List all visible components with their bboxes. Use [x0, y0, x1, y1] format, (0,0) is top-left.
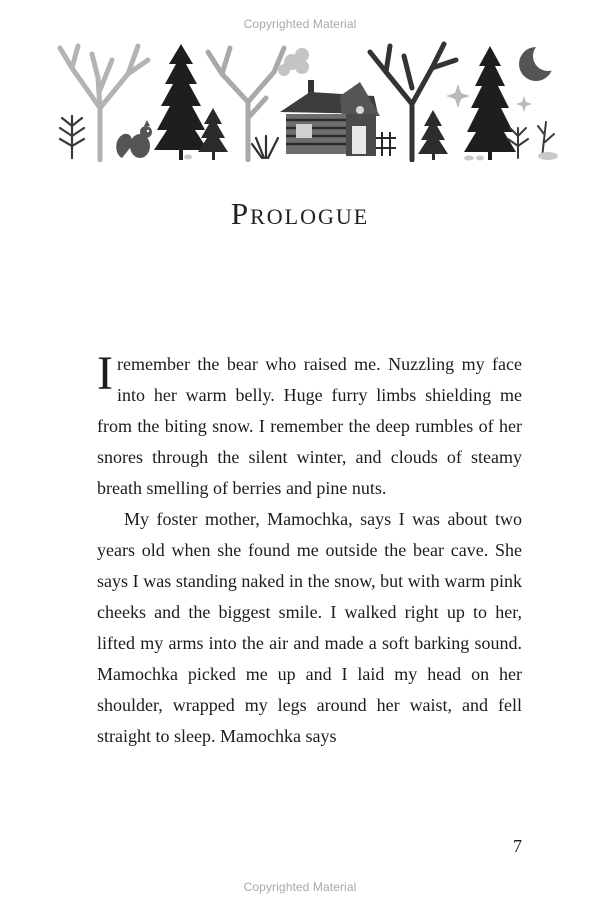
cabin-icon [280, 80, 396, 156]
crescent-moon-icon [519, 41, 558, 81]
body-text [97, 349, 522, 752]
squirrel-icon [116, 120, 152, 158]
fern-icon [60, 116, 84, 158]
fern-icon [252, 136, 278, 158]
page-number: 7 [513, 836, 522, 856]
paragraph [97, 349, 522, 504]
copyright-watermark-bottom: Copyrighted Material [243, 880, 357, 894]
drop-cap: I [97, 347, 113, 400]
pine-tree-icon [464, 46, 516, 160]
copyright-watermark-top: Copyrighted Material [243, 17, 357, 31]
pine-tree-icon [418, 110, 448, 160]
forest-cabin-illustration [52, 38, 558, 162]
paragraph-text: remember the bear who raised me. Nuzzling my face into her warm belly. Huge furry limbs shielding me from the biting snow. I remember the deep rumbles of her snores through the silent winter, and clouds of steamy breath smelling of berries and pine nuts. [97, 354, 522, 498]
pine-tree-icon [154, 44, 208, 160]
chapter-title: Prologue [230, 196, 370, 231]
pine-tree-icon [198, 108, 228, 160]
paragraph: My foster mother, Mamochka, says I was about two years old when she found me outside the bear cave. She says I was standing naked in the snow, but with warm pink cheeks and the biggest smile. I walked right up to her, lifted my arms into the air and made a soft barking sound. Mamochka picked me up and I laid my head on her shoulder, wrapped my legs around her waist, and fell straight to sleep. Mamochka says [97, 509, 522, 746]
